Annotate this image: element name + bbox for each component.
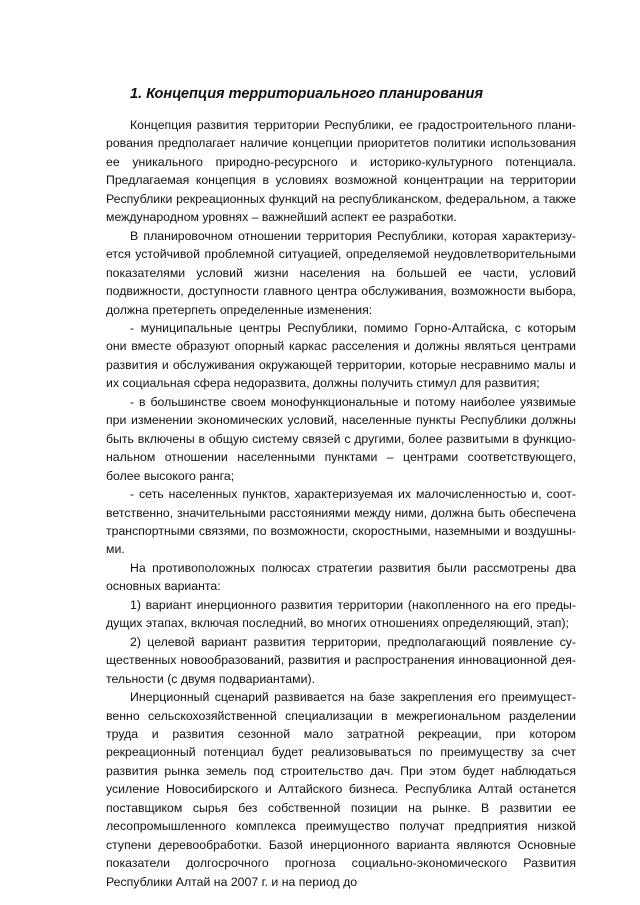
section-title: 1. Концепция территориального планирования	[130, 86, 484, 102]
paragraph-municipal-centers: - муниципальные центры Республики, помимо Горно-Алтайска, с которым они вместе образуют опорный каркас расселения и должны являться центрами развития и обслуживания окружающей территории, которые несравнимо малы и их социальная сфера недоразвита, должны получить стимул для развития;	[106, 320, 576, 391]
paragraph-variant-inertial: 1) вариант инерционного развития территории (накопленного на его предыдущих этапах, включая последний, во многих отношениях определяющий, этап);	[106, 597, 576, 631]
document-body	[106, 116, 576, 891]
paragraph-monofunctional-settlements: - в большинстве своем монофункциональные и потому наиболее уязвимые при изменении экономических условий, населенные пункты Республики должны быть включены в общую систему связей с другими, более развитыми в функциональном отношении населенными пунктами – центрами соответствующего, более высокого ранга;	[106, 394, 576, 483]
paragraph-inertial-scenario: Инерционный сценарий развивается на базе закрепления его преимущественно сельскохозяйственной специализации в межрегиональном разделении труда и развития сезонной мало затратной рекреации, при котором рекреационный потенциал будет реализовываться по преимуществу за счет развития рынка земель под строительство дач. При этом будет наблюдаться усиление Новосибирского и Алтайского бизнеса. Республика Алтай останется поставщиком сырья без собственной позиции на рынке. В развитии ее лесопромышленного комплекса преимущество получат предприятия низкой ступени деревообработки. Базой инерционного варианта являются Основные показатели долгосрочного прогноза социально-экономического Развития Республики Алтай на 2007 г. и на период до	[106, 690, 576, 889]
paragraph-planning-relation: В планировочном отношении территория Республики, которая характеризуется устойчивой проблемной ситуацией, определяемой неудовлетворительными показателями условий жизни населения на большей ее части, условий подвижности, доступности главного центра обслуживания, возможности выбора, должна претерпеть определенные изменения:	[106, 228, 576, 317]
paragraph-strategy-poles: На противоположных полюсах стратегии развития были рассмотрены два основных варианта:	[106, 560, 576, 594]
paragraph-settlement-network: - сеть населенных пунктов, характеризуемая их малочисленностью и, соответственно, значительными расстояниями между ними, должна быть обеспечена транспортными связями, по возможности, скоростными, наземными и воздушными.	[106, 487, 576, 557]
paragraph-variant-target: 2) целевой вариант развития территории, предполагающий появление существенных новообразований, развития и распространения инновационной деятельности (с двумя подвариантами).	[106, 634, 576, 686]
paragraph-concept-intro: Концепция развития территории Республики, ее градостроительного планирования предполагает наличие концепции приоритетов политики использования ее уникального природно-ресурсного и историко-культурного потенциала. Предлагаемая концепция в условиях возможной концентрации на территории Республики рекреационных функций на республиканском, федеральном, а также международном уровнях – важнейший аспект ее разработки.	[106, 118, 576, 225]
